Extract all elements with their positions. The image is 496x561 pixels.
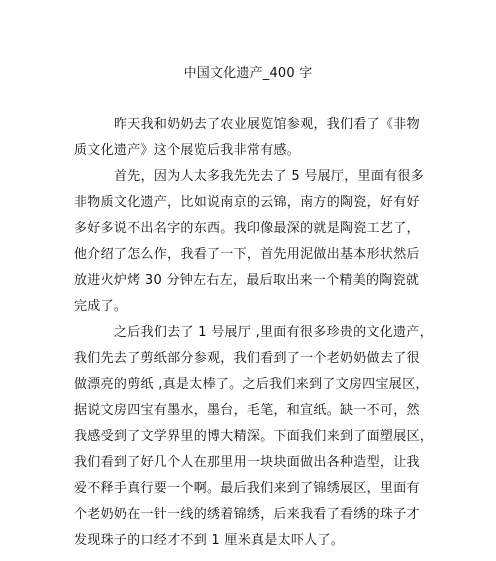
paragraph-1 — [74, 112, 434, 164]
document-body — [74, 112, 434, 554]
paragraph-line: 质文化遗产》这个展览后我非常有感。 — [74, 143, 301, 158]
paragraph-line: 爱不释手真行要一个啊。最后我们来到了锦绣展区，里面有 — [74, 481, 420, 496]
paragraph-line: 多好多说不出名字的东西。我印像最深的就是陶瓷工艺了， — [74, 221, 420, 236]
paragraph-line: 个老奶奶在一针一线的绣着锦绣，后来我看了看绣的珠子才 — [74, 507, 420, 522]
paragraph-line: 做漂亮的剪纸 ,真是太棒了。之后我们来到了文房四宝展区， — [74, 377, 429, 392]
paragraph-line: 据说文房四宝有墨水，墨台，毛笔，和宣纸。缺一不可，然 — [74, 403, 420, 418]
paragraph-line: 之后我们去了 1 号展厅 ,里面有很多珍贵的文化遗产， — [114, 325, 433, 340]
paragraph-line: 昨天我和奶奶去了农业展览馆参观，我们看了《非物 — [114, 117, 420, 132]
paragraph-line: 首先，因为人太多我先先去了 5 号展厅，里面有很多 — [114, 169, 425, 184]
paragraph-line: 我感受到了文学界里的博大精深。下面我们来到了面塑展区， — [74, 429, 434, 444]
paragraph-2 — [74, 164, 434, 320]
paragraph-line: 完成了。 — [74, 299, 128, 314]
document-title: 中国文化遗产_400 字 — [183, 66, 313, 81]
paragraph-line: 放进火炉烤 30 分钟左右左，最后取出来一个精美的陶瓷就 — [74, 273, 420, 288]
paragraph-line: 我们先去了剪纸部分参观，我们看到了一个老奶奶做去了很 — [74, 351, 420, 366]
paragraph-line: 非物质文化遗产，比如说南京的云锦，南方的陶瓷，好有好 — [74, 195, 420, 210]
paragraph-line: 我们看到了好几个人在那里用一块块面做出各种造型，让我 — [74, 455, 420, 470]
paragraph-3 — [74, 320, 434, 554]
paragraph-line: 他介绍了怎么作，我看了一下，首先用泥做出基本形状然后 — [74, 247, 420, 262]
paragraph-line: 发现珠子的口经才不到 1 厘米真是太吓人了。 — [74, 533, 345, 548]
